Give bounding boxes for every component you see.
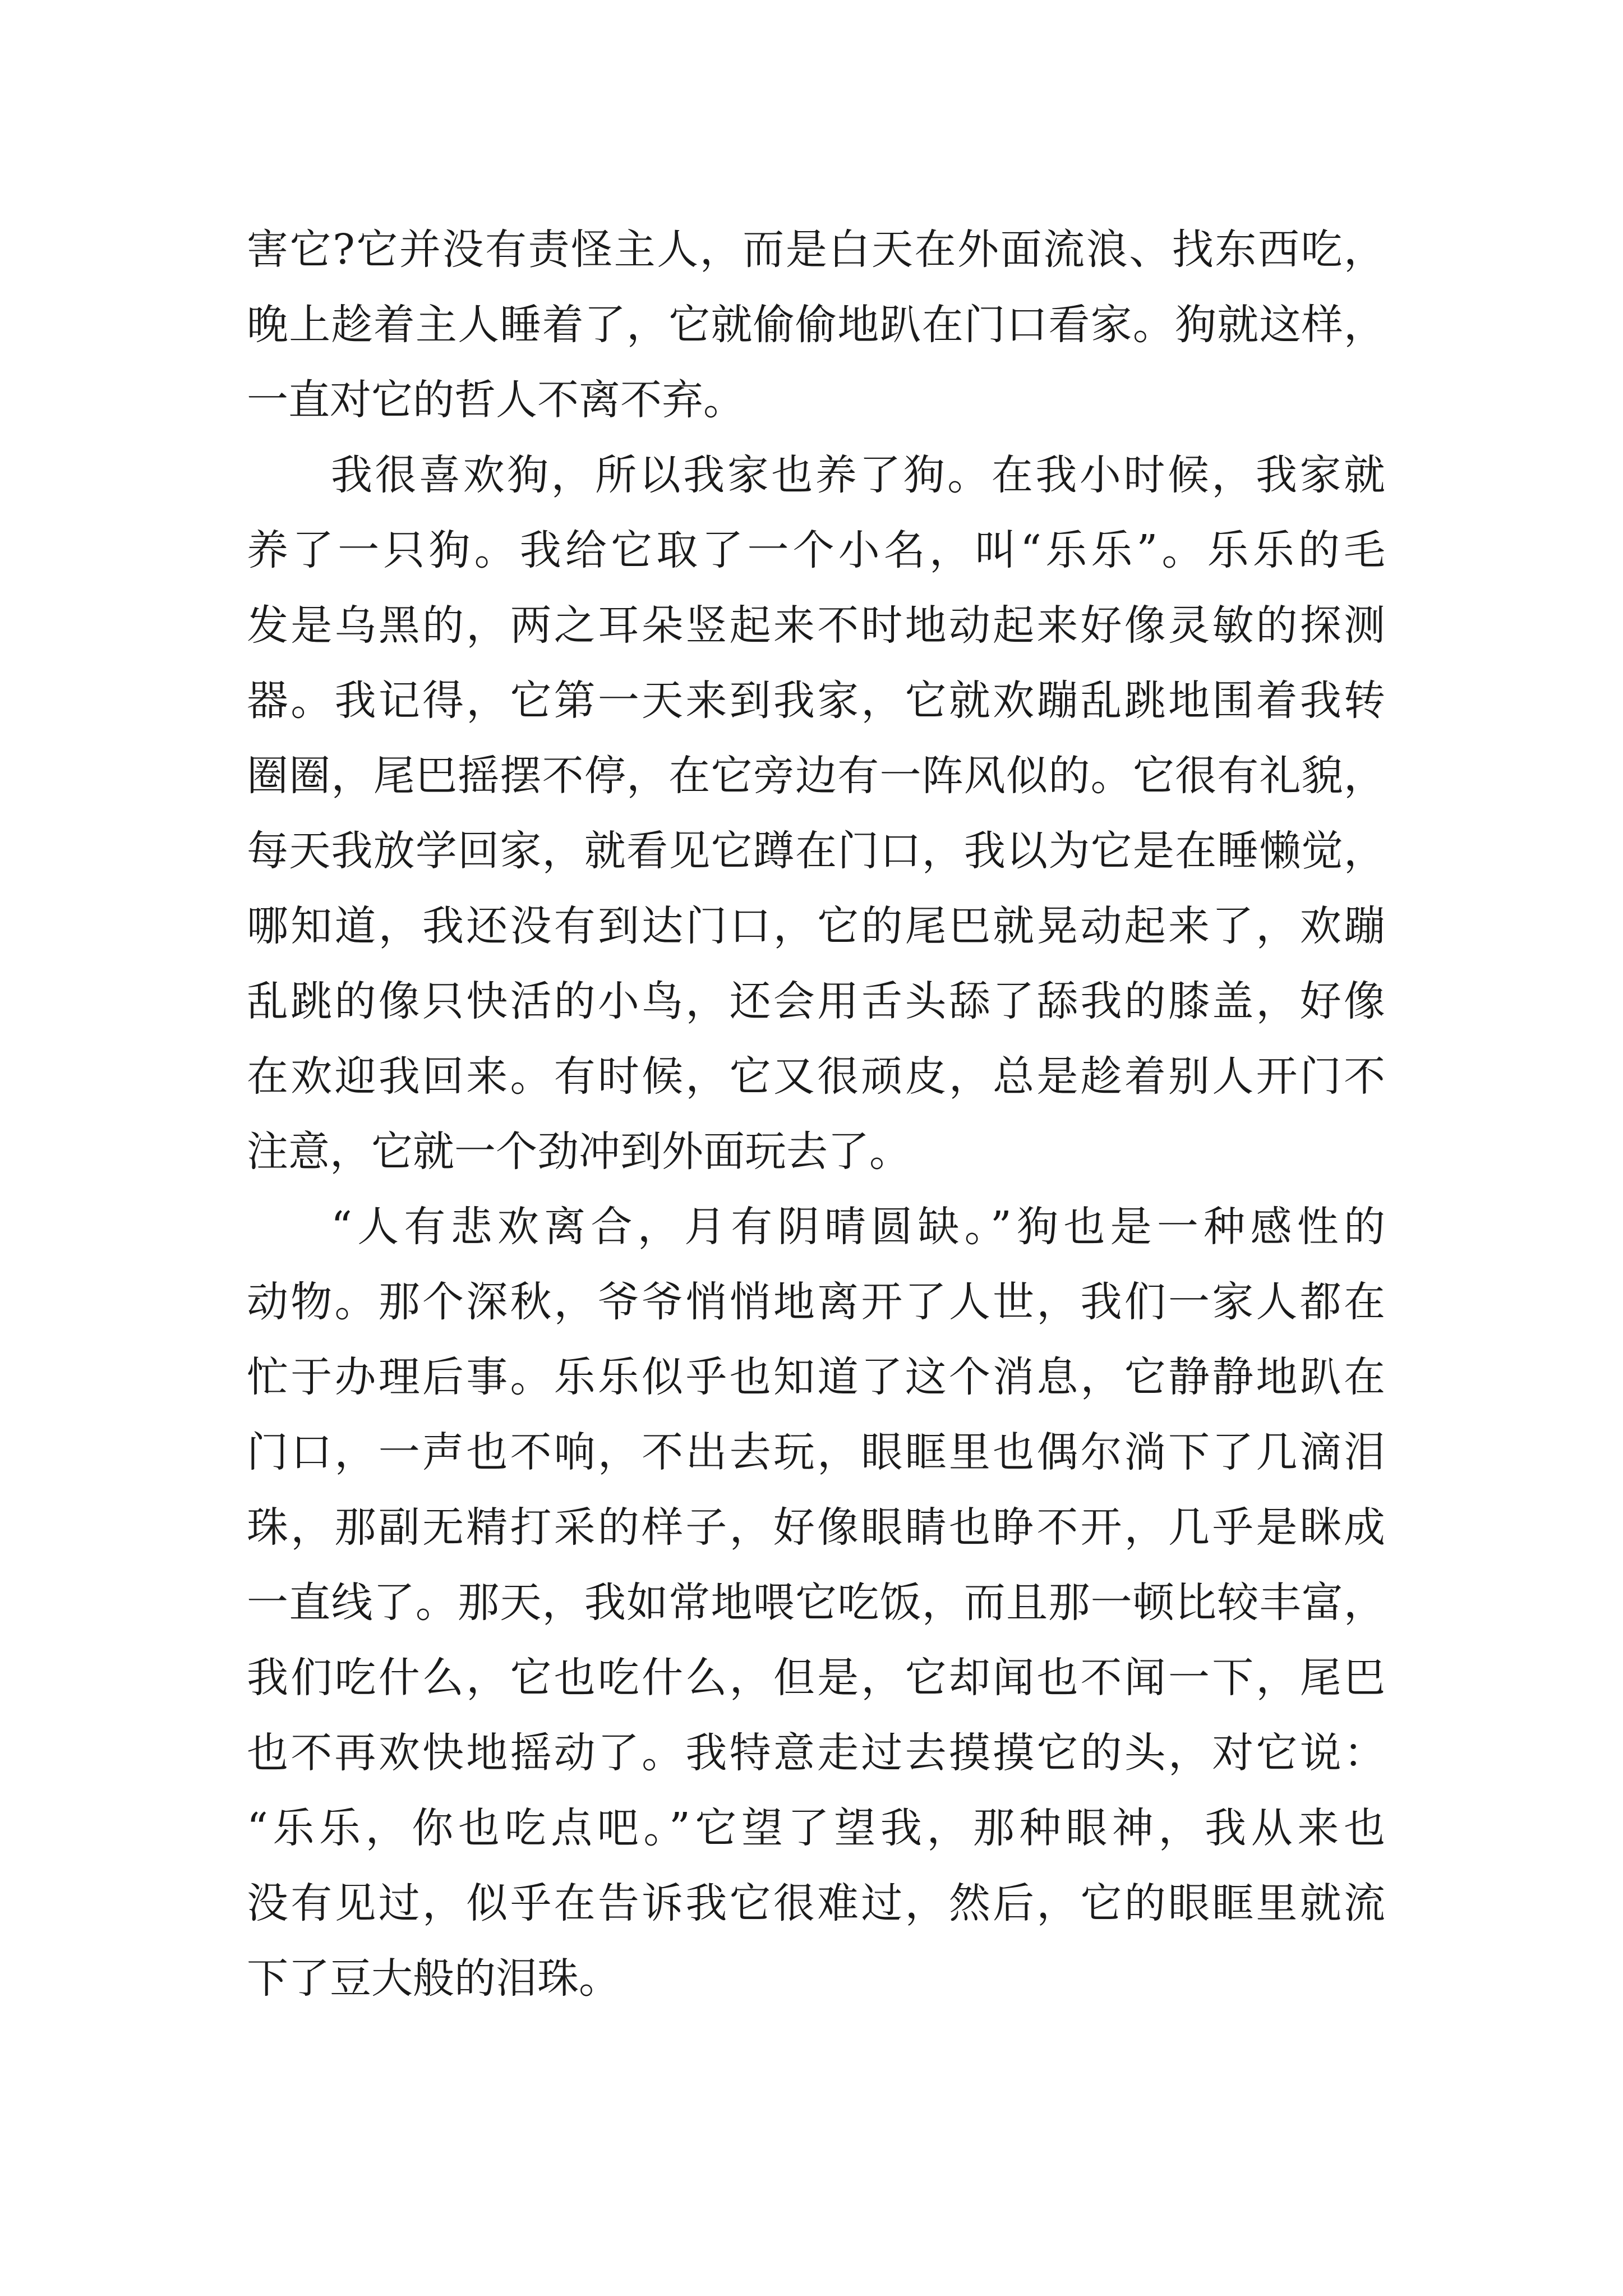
paragraph-first-line: 我很喜欢狗，所以我家也养了狗。在我小时候，我家就 xyxy=(331,451,1385,499)
text-line: 每天我放学回家，就看见它蹲在门口，我以为它是在睡懒觉， xyxy=(247,827,1385,875)
text-line: 一直对它的哲人不离不弃。 xyxy=(247,376,745,424)
text-line: 我们吃什么，它也吃什么，但是，它却闻也不闻一下，尾巴 xyxy=(247,1654,1385,1702)
text-line: 哪知道，我还没有到达门口，它的尾巴就晃动起来了，欢蹦 xyxy=(247,902,1385,950)
text-line: 在欢迎我回来。有时候，它又很顽皮，总是趁着别人开门不 xyxy=(247,1052,1385,1101)
text-line: 珠，那副无精打采的样子，好像眼睛也睁不开，几乎是眯成 xyxy=(247,1503,1385,1552)
text-line: 动物。那个深秋，爷爷悄悄地离开了人世，我们一家人都在 xyxy=(247,1278,1385,1326)
text-line: 也不再欢快地摇动了。我特意走过去摸摸它的头，对它说： xyxy=(247,1729,1385,1777)
body-text xyxy=(247,212,1385,2016)
text-line: 晚上趁着主人睡着了，它就偷偷地趴在门口看家。狗就这样， xyxy=(247,301,1385,349)
text-line: 门口，一声也不响，不出去玩，眼眶里也偶尔淌下了几滴泪 xyxy=(247,1428,1385,1476)
text-line: 发是乌黑的，两之耳朵竖起来不时地动起来好像灵敏的探测 xyxy=(247,601,1385,650)
paragraph-first-line: “人有悲欢离合，月有阴晴圆缺。”狗也是一种感性的 xyxy=(331,1203,1385,1251)
text-line: 下了豆大般的泪珠。 xyxy=(247,1954,620,2003)
text-line: 一直线了。那天，我如常地喂它吃饭，而且那一顿比较丰富， xyxy=(247,1579,1385,1627)
text-line: 乱跳的像只快活的小鸟，还会用舌头舔了舔我的膝盖，好像 xyxy=(247,977,1385,1025)
text-line: 器。我记得，它第一天来到我家，它就欢蹦乱跳地围着我转 xyxy=(247,677,1385,725)
text-line: “乐乐，你也吃点吧。”它望了望我，那种眼神，我从来也 xyxy=(247,1804,1385,1852)
text-line: 注意，它就一个劲冲到外面玩去了。 xyxy=(247,1128,911,1176)
text-line: 圈圈，尾巴摇摆不停，在它旁边有一阵风似的。它很有礼貌， xyxy=(247,752,1385,800)
text-line: 害它?它并没有责怪主人，而是白天在外面流浪、找东西吃， xyxy=(247,226,1385,274)
text-line: 没有见过，似乎在告诉我它很难过，然后，它的眼眶里就流 xyxy=(247,1879,1385,1927)
text-line: 忙于办理后事。乐乐似乎也知道了这个消息，它静静地趴在 xyxy=(247,1353,1385,1401)
text-line: 养了一只狗。我给它取了一个小名，叫“乐乐”。乐乐的毛 xyxy=(247,526,1385,574)
